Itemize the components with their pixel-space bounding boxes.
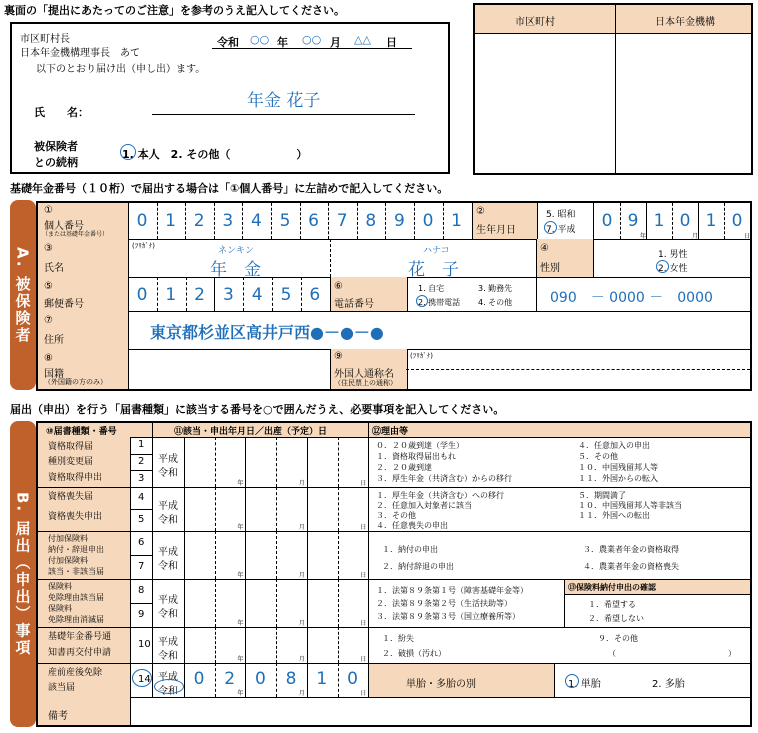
doc-type-label: 該当届 bbox=[48, 683, 76, 693]
reason-text: ３．法第８９条第３号（国立療養所等） bbox=[376, 612, 520, 621]
section-a-table bbox=[36, 201, 752, 391]
doc-type-label: 知書再交付申請 bbox=[48, 648, 112, 658]
era-reiwa: 令和 bbox=[158, 561, 178, 572]
date-unit-label: 日 bbox=[360, 656, 367, 663]
reason-text: ０．２０歳到達（学生） bbox=[376, 441, 464, 450]
multiple-birth-option: 2. 多胎 bbox=[652, 679, 685, 690]
reason-text: ３．農業者年金の資格取得 bbox=[583, 545, 679, 554]
personal-digit: 1 bbox=[165, 211, 176, 231]
childbirth-date-digit: 8 bbox=[285, 669, 297, 689]
doc-type-label: 付加保険料 bbox=[48, 534, 88, 543]
doc-type-number: 10 bbox=[138, 639, 151, 650]
reason-text: ５．その他 bbox=[578, 452, 618, 461]
personal-digit: 2 bbox=[193, 211, 205, 231]
doc-type-label: 付加保険料 bbox=[48, 556, 88, 565]
doc-type-label: 免除理由該当届 bbox=[48, 593, 104, 602]
birth-no-mark: ② bbox=[476, 206, 485, 217]
date-month-label: 月 bbox=[330, 36, 341, 49]
era-heisei: 平成 bbox=[158, 672, 178, 683]
date-unit-label: 月 bbox=[298, 480, 305, 487]
single-birth-circle bbox=[565, 674, 579, 688]
personal-no-mark: ① bbox=[44, 205, 53, 216]
reiwa-circle bbox=[154, 679, 184, 694]
furigana-label: (ﾌﾘｶﾞﾅ) bbox=[132, 242, 155, 250]
notification-note: 届出（申出）を行う「届書種類」に該当する番号を○で囲んだうえ、必要事項を記入してください。 bbox=[10, 403, 505, 416]
reason-text: ２．２０歳到達 bbox=[376, 463, 432, 472]
birth-label: 生年月日 bbox=[476, 225, 516, 236]
alias-no-mark: ⑨ bbox=[334, 351, 343, 362]
reason-text: １１．外国からの転入 bbox=[578, 474, 658, 483]
sex-female: 2. 女性 bbox=[658, 264, 688, 274]
kana-surname: ネンキン bbox=[218, 246, 254, 256]
date-unit-label: 月 bbox=[298, 620, 305, 627]
payment-opt-no: ２．希望しない bbox=[588, 614, 644, 623]
reason-text: ２．法第８９条第２号（生活扶助等） bbox=[376, 599, 512, 608]
doc-type-number: 2 bbox=[138, 456, 145, 467]
date-day-label: 日 bbox=[386, 36, 397, 49]
relation-label-1: 被保険者 bbox=[34, 140, 78, 153]
tel-opt-other: 4. その他 bbox=[478, 298, 513, 307]
alias-sub: （住民票上の通称） bbox=[334, 379, 397, 387]
date-year-label: 年 bbox=[277, 36, 288, 49]
tel-circle bbox=[416, 295, 428, 307]
payment-opt-yes: １．希望する bbox=[588, 600, 636, 609]
reason-text: ４．任意喪失の申出 bbox=[376, 521, 448, 530]
birth-type-label: 単胎・多胎の別 bbox=[406, 679, 476, 690]
reason-text: ４．農業者年金の資格喪失 bbox=[583, 562, 679, 571]
doc-type-label: 資格喪失届 bbox=[48, 492, 94, 502]
address-value: 東京都杉並区高井戸西●－●－● bbox=[150, 323, 384, 342]
personal-number-note: 基礎年金番号（１０桁）で届出する場合は「①個人番号」に左詰めで記入してください。 bbox=[10, 182, 449, 195]
zip-digit: 4 bbox=[251, 285, 263, 305]
childbirth-date-digit: 0 bbox=[193, 669, 205, 689]
era-heisei: 平成 bbox=[158, 547, 178, 558]
reason-text: １．法第８９条第１号（障害基礎年金等） bbox=[376, 586, 528, 595]
doc-type-number: 1 bbox=[138, 439, 145, 451]
date-unit-label: 日 bbox=[360, 480, 367, 487]
reason-text: １．紛失 bbox=[382, 634, 414, 643]
birth-digit: 0 bbox=[731, 211, 743, 231]
reason-text: １．厚生年金（共済含む）への移行 bbox=[376, 491, 504, 500]
reason-text: ３．その他 bbox=[376, 511, 416, 520]
zip-digit: 5 bbox=[280, 285, 292, 305]
date-unit-label: 日 bbox=[360, 690, 367, 697]
given-name-value: 花 子 bbox=[408, 260, 459, 280]
zip-no-mark: ⑤ bbox=[44, 281, 53, 292]
doc-type-number: 4 bbox=[138, 492, 145, 503]
office-pension-label: 日本年金機構 bbox=[655, 17, 715, 28]
doc-type-label: 基礎年金番号通 bbox=[48, 632, 112, 642]
date-unit-label: 日 bbox=[360, 620, 367, 627]
reason-text: １０．中国残留邦人等 bbox=[578, 463, 658, 472]
personal-digit: 4 bbox=[250, 211, 262, 231]
office-municipality-label: 市区町村 bbox=[515, 17, 555, 28]
header-doc-type: ⑩届書種類・番号 bbox=[46, 427, 117, 437]
doc-type-label: 資格取得届 bbox=[48, 442, 94, 452]
personal-digit: 6 bbox=[308, 211, 319, 231]
date-day-value: △△ bbox=[354, 33, 371, 46]
doc-type-label: 保険料 bbox=[48, 604, 72, 613]
era-reiwa: 令和 bbox=[158, 686, 178, 697]
doc-type-number: 3 bbox=[138, 472, 145, 484]
birth-digit: 1 bbox=[705, 211, 717, 231]
birth-digit: 1 bbox=[653, 211, 665, 231]
birth-digit: 0 bbox=[601, 211, 613, 231]
addressee-line3: 以下のとおり届け出（申し出）ます。 bbox=[36, 64, 206, 75]
header-payment-confirm: ⑬保険料納付申出の確認 bbox=[568, 583, 656, 592]
addressee-line1: 市区町村長 bbox=[20, 34, 70, 45]
reason-text: １．納付の申出 bbox=[382, 545, 438, 554]
personal-digit: 3 bbox=[222, 211, 234, 231]
tel-opt-home: 1. 自宅 bbox=[418, 284, 445, 293]
personal-digit: 0 bbox=[422, 211, 434, 231]
date-unit-label: 日 bbox=[360, 524, 367, 531]
tel-no-mark: ⑥ bbox=[334, 281, 343, 292]
zip-digit: 0 bbox=[136, 285, 148, 305]
doc-type-number: 9 bbox=[138, 609, 145, 620]
instruction-text: 裏面の「提出にあたってのご注意」を参考のうえ記入してください。 bbox=[4, 4, 345, 17]
addressee-box bbox=[10, 22, 450, 174]
nationality-sub: （外国籍の方のみ） bbox=[44, 378, 107, 386]
section-b-table bbox=[36, 421, 752, 727]
date-month-value: ○○ bbox=[302, 33, 322, 46]
era-heisei: 平成 bbox=[158, 637, 178, 648]
birth-unit-label: 月 bbox=[692, 233, 699, 240]
personal-digit: 0 bbox=[136, 211, 148, 231]
relation-options: 1. 本人 2. その他（ ） bbox=[122, 148, 308, 161]
doc-type-number: 5 bbox=[138, 514, 145, 525]
name-label: 氏 名： bbox=[34, 106, 89, 119]
era-reiwa: 令和 bbox=[158, 609, 178, 620]
reason-text: ２．納付辞退の申出 bbox=[382, 562, 454, 571]
birth-unit-label: 日 bbox=[744, 233, 751, 240]
personal-digit: 5 bbox=[279, 211, 291, 231]
sex-male: 1. 男性 bbox=[658, 250, 688, 260]
era-heisei: 平成 bbox=[158, 595, 178, 606]
zip-label: 郵便番号 bbox=[44, 299, 84, 310]
doc-type-label: 保険料 bbox=[48, 582, 72, 591]
era-reiwa: 令和 bbox=[158, 515, 178, 526]
tel-opt-work: 3. 勤務先 bbox=[478, 284, 513, 293]
personal-digit: 9 bbox=[393, 211, 405, 231]
birth-era-showa: 5. 昭和 bbox=[546, 210, 576, 220]
childbirth-date-digit: 1 bbox=[316, 669, 328, 689]
surname-value: 年 金 bbox=[210, 260, 261, 280]
date-unit-label: 年 bbox=[237, 572, 244, 579]
date-unit-label: 年 bbox=[237, 524, 244, 531]
reason-text: （ ） bbox=[608, 649, 736, 658]
reason-text: ２．破損（汚れ） bbox=[382, 649, 446, 658]
doc-type-label: 資格取得申出 bbox=[48, 472, 103, 483]
personal-digit: 1 bbox=[451, 211, 462, 231]
birth-era-heisei: 7. 平成 bbox=[546, 225, 576, 235]
zip-digit: 1 bbox=[165, 285, 177, 305]
zip-digit: 2 bbox=[194, 285, 205, 305]
personal-digit: 7 bbox=[336, 211, 348, 231]
date-era: 令和 bbox=[217, 36, 239, 49]
era-reiwa: 令和 bbox=[158, 651, 178, 662]
childbirth-date-digit: 0 bbox=[254, 669, 266, 689]
header-date: ⑪該当・申出年月日／出産（予定）日 bbox=[174, 427, 328, 437]
doc-type-number: 8 bbox=[138, 585, 145, 596]
era-heisei: 平成 bbox=[158, 454, 178, 465]
relation-label-2: との続柄 bbox=[34, 156, 78, 169]
doc-type-label: 免除理由消滅届 bbox=[48, 615, 104, 624]
era-heisei: 平成 bbox=[158, 501, 178, 512]
doc-type-number: 6 bbox=[138, 537, 145, 548]
reason-text: １１．外国への転出 bbox=[578, 511, 650, 520]
personal-number-label: 個人番号 bbox=[44, 221, 84, 232]
doc-type-label: 納付・辞退申出 bbox=[48, 545, 104, 554]
birth-era-circle bbox=[544, 221, 557, 234]
name-no-mark: ③ bbox=[44, 243, 53, 254]
childbirth-number-circle bbox=[132, 669, 152, 687]
date-unit-label: 日 bbox=[360, 572, 367, 579]
name-row-label: 氏名 bbox=[44, 263, 64, 274]
doc-type-number: 7 bbox=[138, 561, 145, 572]
reason-text: １．資格取得届出もれ bbox=[376, 452, 456, 461]
birth-digit: 9 bbox=[627, 211, 639, 231]
reason-text: ２．任意加入対象者に該当 bbox=[376, 501, 472, 510]
name-value: 年金 花子 bbox=[247, 91, 321, 111]
date-unit-label: 年 bbox=[237, 656, 244, 663]
nat-no-mark: ⑧ bbox=[44, 353, 53, 364]
kana-given: ハナコ bbox=[423, 246, 450, 256]
doc-type-label: 資格喪失申出 bbox=[48, 512, 103, 522]
nationality-label: 国籍 bbox=[44, 369, 64, 380]
date-unit-label: 年 bbox=[237, 480, 244, 487]
sex-no-mark: ④ bbox=[540, 243, 549, 254]
zip-digit: 3 bbox=[222, 285, 234, 305]
header-reason: ⑫理由等 bbox=[372, 427, 409, 437]
alias-furigana: (ﾌﾘｶﾞﾅ) bbox=[410, 352, 433, 360]
date-unit-label: 月 bbox=[298, 656, 305, 663]
birth-digit: 0 bbox=[679, 211, 691, 231]
sex-circle bbox=[656, 260, 669, 273]
addr-label: 住所 bbox=[44, 335, 64, 346]
doc-type-label: 該当・非該当届 bbox=[48, 567, 104, 576]
single-birth-option: 1. 単胎 bbox=[568, 679, 601, 690]
tel-label: 電話番号 bbox=[334, 299, 374, 310]
reason-text: ４．任意加入の申出 bbox=[578, 441, 650, 450]
tel-opt-mobile: 2. 携帯電話 bbox=[418, 298, 461, 307]
reason-text: ３．厚生年金（共済含む）からの移行 bbox=[376, 474, 512, 483]
era-reiwa: 令和 bbox=[158, 468, 178, 479]
addr-no-mark: ⑦ bbox=[44, 315, 53, 326]
date-unit-label: 月 bbox=[298, 572, 305, 579]
tel-value: 090 － 0000 － 0000 bbox=[550, 290, 713, 306]
reason-text: １０．中国残留邦人等非該当 bbox=[578, 501, 682, 510]
birth-unit-label: 年 bbox=[640, 233, 647, 240]
date-unit-label: 年 bbox=[237, 690, 244, 697]
personal-number-sub: （または基礎年金番号） bbox=[42, 231, 109, 238]
remarks-label: 備考 bbox=[48, 711, 68, 722]
relation-selected-circle bbox=[120, 144, 136, 160]
section-a-side-label: A. 被保険者 bbox=[10, 200, 36, 390]
personal-digit: 8 bbox=[365, 211, 377, 231]
doc-type-label: 産前産後免除 bbox=[48, 668, 103, 678]
sex-label: 性別 bbox=[540, 263, 560, 274]
date-year-value: ○○ bbox=[250, 33, 270, 46]
doc-type-number: 14 bbox=[138, 674, 151, 685]
office-use-box bbox=[473, 3, 753, 175]
date-unit-label: 年 bbox=[237, 620, 244, 627]
section-b-side-label: B. 届出（申出）事項 bbox=[10, 421, 36, 727]
date-unit-label: 月 bbox=[298, 690, 305, 697]
date-unit-label: 月 bbox=[298, 524, 305, 531]
zip-digit: 6 bbox=[309, 285, 321, 305]
alias-label: 外国人通称名 bbox=[334, 369, 394, 380]
childbirth-date-digit: 2 bbox=[224, 669, 236, 689]
reason-text: ５．期間満了 bbox=[578, 491, 626, 500]
addressee-line2: 日本年金機構理事長 あて bbox=[20, 48, 140, 59]
doc-type-label: 種別変更届 bbox=[48, 457, 94, 468]
reason-text: ９．その他 bbox=[598, 634, 638, 643]
childbirth-date-digit: 0 bbox=[347, 669, 358, 689]
